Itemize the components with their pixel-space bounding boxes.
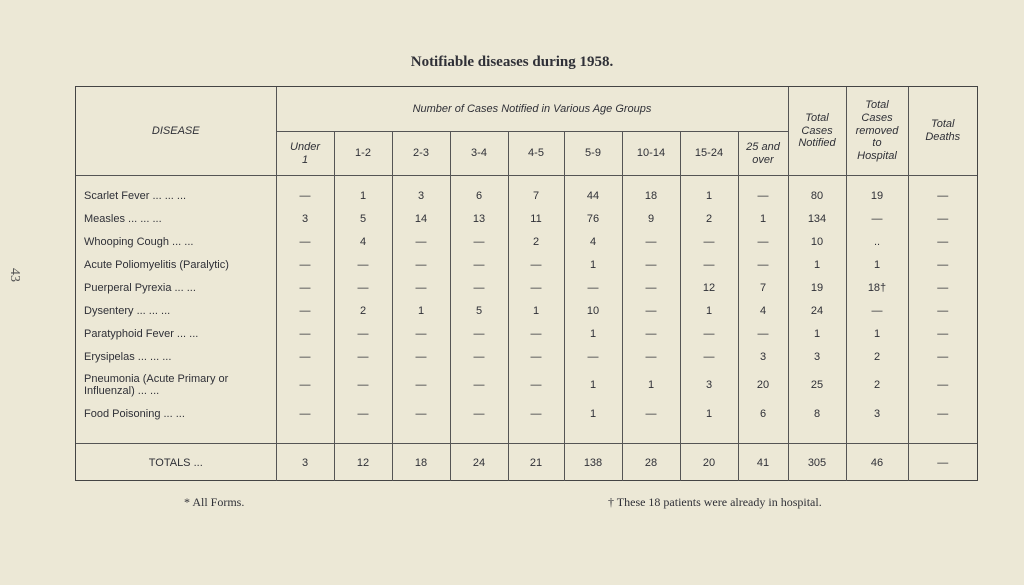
table-cell: 2: [508, 230, 564, 253]
table-cell: 9: [622, 207, 680, 230]
table-cell: 3: [738, 345, 788, 368]
table-cell: 24: [450, 444, 508, 482]
table-cell: 138: [564, 444, 622, 482]
disease-name: Food Poisoning ... ...: [84, 407, 185, 420]
table-cell: 7: [508, 184, 564, 207]
table-cell: 7: [738, 276, 788, 299]
table-cell: —: [508, 368, 564, 402]
totals-row: [76, 444, 977, 482]
table-cell: —: [846, 207, 908, 230]
table-cell: —: [738, 253, 788, 276]
table-cell: 80: [788, 184, 846, 207]
table-cell: —: [564, 345, 622, 368]
table-cell: —: [680, 345, 738, 368]
table-cell: —: [392, 368, 450, 402]
table-cell: —: [738, 184, 788, 207]
table-cell: —: [276, 230, 334, 253]
disease-name: Puerperal Pyrexia ... ...: [84, 281, 196, 294]
table-cell: 1: [680, 299, 738, 322]
header-age-group: 5-9: [564, 132, 622, 176]
table-cell: —: [450, 230, 508, 253]
table-cell: —: [508, 345, 564, 368]
table-cell: —: [908, 299, 977, 322]
table-cell: 6: [450, 184, 508, 207]
table-cell: 44: [564, 184, 622, 207]
table-cell: —: [276, 253, 334, 276]
disease-name: Scarlet Fever ... ... ...: [84, 189, 187, 202]
table-cell: 18: [392, 444, 450, 482]
header-age-group: 1-2: [334, 132, 392, 176]
table-cell: —: [450, 345, 508, 368]
table-cell: 3: [276, 207, 334, 230]
table-cell: 3: [392, 184, 450, 207]
table-cell: —: [276, 276, 334, 299]
table-cell: 4: [564, 230, 622, 253]
table-cell: 25: [788, 368, 846, 402]
table-cell: —: [622, 345, 680, 368]
table-cell: —: [908, 276, 977, 299]
table-cell: —: [276, 322, 334, 345]
table-cell: —: [622, 402, 680, 425]
disease-name: Dysentery ... ... ...: [84, 304, 171, 317]
table-cell: 1: [738, 207, 788, 230]
table-row: [76, 207, 977, 230]
table-cell: —: [564, 276, 622, 299]
table-cell: 1: [846, 253, 908, 276]
table-cell: 6: [738, 402, 788, 425]
table-cell: —: [622, 322, 680, 345]
page-title: Notifiable diseases during 1958.: [410, 54, 614, 70]
table-cell: —: [450, 368, 508, 402]
table-cell: —: [276, 402, 334, 425]
table-cell: 18†: [846, 276, 908, 299]
table-cell: 20: [738, 368, 788, 402]
table-cell: —: [334, 402, 392, 425]
table-cell: 1: [564, 402, 622, 425]
table-cell: —: [508, 253, 564, 276]
table-cell: —: [450, 276, 508, 299]
header-age-group: 3-4: [450, 132, 508, 176]
table-cell: —: [908, 322, 977, 345]
header-total-notified: Total Cases Notified: [788, 87, 846, 176]
table-cell: —: [680, 322, 738, 345]
page-number: 43: [7, 268, 22, 282]
table-cell: 24: [788, 299, 846, 322]
table-cell: —: [908, 184, 977, 207]
table-cell: 2: [846, 345, 908, 368]
table-cell: —: [392, 345, 450, 368]
table-cell: —: [334, 345, 392, 368]
table-cell: 1: [564, 322, 622, 345]
table-cell: —: [450, 253, 508, 276]
table-cell: 19: [846, 184, 908, 207]
table-cell: 4: [738, 299, 788, 322]
table-cell: 12: [334, 444, 392, 482]
table-cell: —: [680, 230, 738, 253]
header-age-group: 15-24: [680, 132, 738, 176]
header-age-group: 25 and over: [738, 132, 788, 176]
table-cell: —: [908, 402, 977, 425]
table-cell: —: [622, 253, 680, 276]
table-cell: 19: [788, 276, 846, 299]
table-cell: —: [908, 345, 977, 368]
table-row: [76, 276, 977, 299]
table-cell: —: [508, 402, 564, 425]
table-cell: —: [392, 322, 450, 345]
table-cell: 18: [622, 184, 680, 207]
table-cell: —: [392, 276, 450, 299]
table-cell: 28: [622, 444, 680, 482]
header-age-group: Under 1: [276, 132, 334, 176]
table-cell: —: [276, 184, 334, 207]
table-cell: —: [622, 276, 680, 299]
header-total-deaths: Total Deaths: [908, 87, 977, 176]
table-cell: 14: [392, 207, 450, 230]
table-cell: 1: [564, 368, 622, 402]
table-cell: 1: [564, 253, 622, 276]
table-row: [76, 184, 977, 207]
table-cell: 2: [846, 368, 908, 402]
table-cell: —: [846, 299, 908, 322]
table-cell: —: [334, 322, 392, 345]
table-cell: —: [450, 402, 508, 425]
header-age-group: 4-5: [508, 132, 564, 176]
table-cell: 4: [334, 230, 392, 253]
table-cell: —: [334, 368, 392, 402]
table-cell: 10: [564, 299, 622, 322]
table-cell: 1: [788, 253, 846, 276]
table-cell: —: [392, 230, 450, 253]
table-cell: —: [276, 368, 334, 402]
footnote-all-forms: * All Forms.: [184, 495, 245, 509]
table-cell: 3: [276, 444, 334, 482]
table-cell: —: [908, 230, 977, 253]
table-cell: 134: [788, 207, 846, 230]
disease-table-frame: [75, 86, 978, 481]
header-total-removed: Total Cases removed to Hospital: [846, 87, 908, 176]
table-cell: —: [908, 253, 977, 276]
table-cell: —: [508, 322, 564, 345]
table-cell: 1: [680, 402, 738, 425]
table-cell: 3: [788, 345, 846, 368]
header-age-groups: Number of Cases Notified in Various Age Groups: [276, 87, 788, 132]
table-cell: —: [622, 299, 680, 322]
table-cell: 1: [846, 322, 908, 345]
header-age-group: 2-3: [392, 132, 450, 176]
table-cell: —: [276, 345, 334, 368]
disease-name: Pneumonia (Acute Primary or Influenzal) ... ...: [84, 372, 229, 397]
table-cell: 5: [450, 299, 508, 322]
table-cell: 76: [564, 207, 622, 230]
disease-name: Measles ... ... ...: [84, 212, 162, 225]
header-age-group: 10-14: [622, 132, 680, 176]
table-cell: 11: [508, 207, 564, 230]
table-cell: 1: [680, 184, 738, 207]
table-cell: 305: [788, 444, 846, 482]
table-cell: —: [908, 207, 977, 230]
table-cell: 10: [788, 230, 846, 253]
table-cell: —: [508, 276, 564, 299]
table-cell: 3: [846, 402, 908, 425]
disease-name: Acute Poliomyelitis (Paralytic): [84, 258, 229, 271]
table-cell: 2: [680, 207, 738, 230]
table-row: [76, 230, 977, 253]
table-cell: 1: [622, 368, 680, 402]
table-cell: —: [738, 322, 788, 345]
table-row: [76, 345, 977, 368]
disease-name: TOTALS ...: [76, 444, 276, 482]
disease-name: Erysipelas ... ... ...: [84, 350, 172, 363]
table-cell: 46: [846, 444, 908, 482]
table-cell: —: [908, 368, 977, 402]
table-row: [76, 299, 977, 322]
table-cell: 1: [788, 322, 846, 345]
disease-name: Paratyphoid Fever ... ...: [84, 327, 199, 340]
table-cell: 2: [334, 299, 392, 322]
table-cell: —: [450, 322, 508, 345]
footnote-hospital: † These 18 patients were already in hospital.: [608, 495, 822, 509]
table-row: [76, 253, 977, 276]
header-disease: DISEASE: [76, 87, 276, 176]
table-cell: 21: [508, 444, 564, 482]
table-cell: 41: [738, 444, 788, 482]
table-cell: 13: [450, 207, 508, 230]
table-cell: 1: [334, 184, 392, 207]
table-cell: —: [680, 253, 738, 276]
table-row: [76, 402, 977, 425]
table-cell: —: [738, 230, 788, 253]
table-cell: 3: [680, 368, 738, 402]
table-cell: 5: [334, 207, 392, 230]
table-cell: —: [908, 444, 977, 482]
table-cell: 20: [680, 444, 738, 482]
table-cell: —: [392, 253, 450, 276]
table-cell: 1: [392, 299, 450, 322]
disease-name: Whooping Cough ... ...: [84, 235, 194, 248]
table-cell: 1: [508, 299, 564, 322]
table-cell: —: [392, 402, 450, 425]
table-cell: ..: [846, 230, 908, 253]
table-cell: 8: [788, 402, 846, 425]
disease-table: [76, 87, 977, 481]
table-cell: —: [622, 230, 680, 253]
table-cell: —: [334, 253, 392, 276]
table-cell: —: [334, 276, 392, 299]
table-cell: 12: [680, 276, 738, 299]
table-row: [76, 322, 977, 345]
table-cell: —: [276, 299, 334, 322]
table-row: [76, 368, 977, 402]
